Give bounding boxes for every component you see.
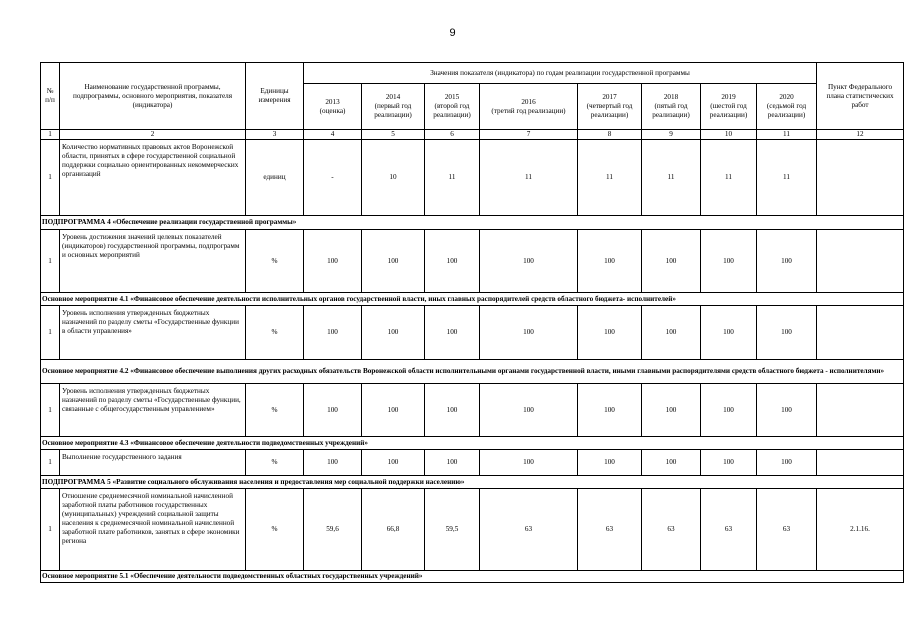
header-year-0 <box>304 84 362 130</box>
indicator-value: 11 <box>701 140 757 216</box>
row-number: 1 <box>41 450 60 476</box>
indicator-value: 100 <box>425 306 480 360</box>
column-number: 5 <box>362 130 425 140</box>
header-year-note: (второй год реализации) <box>433 102 471 119</box>
indicator-value: 100 <box>701 306 757 360</box>
indicator-value: 63 <box>642 489 701 571</box>
indicator-value: 100 <box>701 230 757 293</box>
indicator-value: 63 <box>578 489 642 571</box>
header-year-label: 2014 <box>385 93 401 101</box>
header-year-label: 2016 <box>521 97 536 106</box>
indicator-value: 100 <box>642 230 701 293</box>
section-title: ПОДПРОГРАММА 5 «Развитие социального обслуживания населения и предоставления мер социальной поддержки населению» <box>41 476 904 489</box>
indicator-value: 11 <box>480 140 578 216</box>
indicator-name: Уровень достижения значений целевых показателей (индикаторов) государственной программы, подпрограмм и основных мероприятий <box>60 230 246 293</box>
indicator-value: 100 <box>304 384 362 437</box>
header-year-5 <box>642 84 701 130</box>
section-title: Основное мероприятие 5.1 «Обеспечение деятельности подведомственных областных государственных учреждений» <box>41 571 904 583</box>
indicator-value: 100 <box>642 450 701 476</box>
section-title: Основное мероприятие 4.3 «Финансовое обеспечение деятельности подведомственных учреждений» <box>41 437 904 450</box>
indicator-value: 100 <box>480 306 578 360</box>
header-year-label: 2020 <box>779 93 794 101</box>
indicator-name: Количество нормативных правовых актов Воронежской области, принятых в сфере государственной социальной поддержки социально ориентированных некоммерческих организаций <box>60 140 246 216</box>
column-number: 1 <box>41 130 60 140</box>
row-number: 1 <box>41 489 60 571</box>
indicator-unit: % <box>246 230 304 293</box>
indicator-value: 100 <box>425 230 480 293</box>
header-year-note: (первый год реализации) <box>374 102 412 119</box>
indicator-value: 100 <box>304 306 362 360</box>
indicator-value: 11 <box>642 140 701 216</box>
header-year-note: (оценка) <box>319 106 346 115</box>
indicator-name: Уровень исполнения утвержденных бюджетных назначений по разделу сметы «Государственные функции в области управления» <box>60 306 246 360</box>
indicator-value: 100 <box>362 384 425 437</box>
column-number: 7 <box>480 130 578 140</box>
header-year-4 <box>578 84 642 130</box>
indicator-value: 100 <box>480 384 578 437</box>
indicator-value: 100 <box>362 306 425 360</box>
section-title: Основное мероприятие 4.2 «Финансовое обеспечение выполнения других расходных обязательств Воронежской области исполнительными органами государственной власти, иными главными распорядителями средств областного бюджета - исполнителями» <box>41 360 904 384</box>
indicator-value: 100 <box>701 384 757 437</box>
indicator-value: 100 <box>578 230 642 293</box>
header-year-label: 2013 <box>325 97 340 106</box>
indicator-value: 100 <box>362 450 425 476</box>
indicator-value: 59,6 <box>304 489 362 571</box>
header-year-note: (четвертый год реализации) <box>586 102 633 119</box>
indicator-clause <box>817 306 904 360</box>
column-number: 11 <box>757 130 817 140</box>
column-number: 8 <box>578 130 642 140</box>
indicator-clause <box>817 230 904 293</box>
indicator-value: 10 <box>362 140 425 216</box>
header-year-label: 2017 <box>602 93 617 101</box>
indicator-value: 100 <box>642 306 701 360</box>
indicator-row <box>41 306 904 360</box>
row-number: 1 <box>41 230 60 293</box>
section-row <box>41 216 904 230</box>
indicator-row <box>41 140 904 216</box>
header-year-note: (седьмой год реализации) <box>766 102 807 119</box>
column-number: 6 <box>425 130 480 140</box>
indicator-unit: % <box>246 306 304 360</box>
indicator-value: 63 <box>701 489 757 571</box>
indicator-name: Выполнение государственного задания <box>60 450 246 476</box>
header-num: № п/п <box>41 63 60 130</box>
indicator-value: 66,8 <box>362 489 425 571</box>
header-year-7 <box>757 84 817 130</box>
indicator-row <box>41 489 904 571</box>
row-number: 1 <box>41 306 60 360</box>
column-number: 12 <box>817 130 904 140</box>
indicator-unit: единиц <box>246 140 304 216</box>
column-number: 3 <box>246 130 304 140</box>
indicator-value: 100 <box>578 306 642 360</box>
indicators-table <box>40 62 904 583</box>
indicator-unit: % <box>246 450 304 476</box>
header-name: Наименование государственной программы, подпрограммы, основного мероприятия, показателя (индикатора) <box>60 63 246 130</box>
column-number: 9 <box>642 130 701 140</box>
header-year-label: 2015 <box>444 93 460 101</box>
indicator-value: 100 <box>642 384 701 437</box>
header-year-3 <box>480 84 578 130</box>
section-row <box>41 360 904 384</box>
indicator-value: 100 <box>757 384 817 437</box>
column-number: 4 <box>304 130 362 140</box>
header-year-note: (пятый год реализации) <box>652 102 690 119</box>
section-row <box>41 293 904 306</box>
page-number: 9 <box>449 27 456 39</box>
indicator-clause <box>817 140 904 216</box>
column-number: 2 <box>60 130 246 140</box>
column-number: 10 <box>701 130 757 140</box>
indicator-value: 100 <box>757 450 817 476</box>
indicator-row <box>41 384 904 437</box>
section-title: Основное мероприятие 4.1 «Финансовое обеспечение деятельности исполнительных органов государственной власти, иных главных распорядителей средств областного бюджета- исполнителей» <box>41 293 904 306</box>
indicator-value: - <box>304 140 362 216</box>
header-year-label: 2018 <box>663 93 679 101</box>
indicator-value: 100 <box>757 230 817 293</box>
indicator-value: 100 <box>304 450 362 476</box>
indicator-row <box>41 230 904 293</box>
indicator-value: 100 <box>362 230 425 293</box>
indicator-unit: % <box>246 384 304 437</box>
indicator-clause: 2.1.16. <box>817 489 904 571</box>
indicator-value: 63 <box>757 489 817 571</box>
section-row <box>41 571 904 583</box>
indicator-row <box>41 450 904 476</box>
header-year-note: (третий год реализации) <box>491 106 566 115</box>
indicator-value: 100 <box>480 450 578 476</box>
indicator-value: 100 <box>757 306 817 360</box>
indicator-unit: % <box>246 489 304 571</box>
indicator-value: 11 <box>425 140 480 216</box>
header-year-2 <box>425 84 480 130</box>
indicator-value: 59,5 <box>425 489 480 571</box>
row-number: 1 <box>41 140 60 216</box>
indicator-value: 11 <box>757 140 817 216</box>
section-row <box>41 437 904 450</box>
indicator-clause <box>817 450 904 476</box>
section-title: ПОДПРОГРАММА 4 «Обеспечение реализации государственной программы» <box>41 216 904 230</box>
indicator-value: 100 <box>480 230 578 293</box>
indicator-value: 100 <box>425 450 480 476</box>
section-row <box>41 476 904 489</box>
header-year-1 <box>362 84 425 130</box>
indicator-value: 100 <box>304 230 362 293</box>
indicator-name: Уровень исполнения утвержденных бюджетных назначений по разделу сметы «Государственные функции, связанные с общегосударственным управлением» <box>60 384 246 437</box>
indicator-value: 100 <box>578 384 642 437</box>
indicator-name: Отношение среднемесячной номинальной начисленной заработной платы работников государственных (муниципальных) учреждений социальной защиты населения к среднемесячной номинальной начисленной заработной плате работников, занятых в сфере экономики региона <box>60 489 246 571</box>
header-values-title: Значения показателя (индикатора) по годам реализации государственной программы <box>304 63 817 84</box>
indicator-value: 100 <box>578 450 642 476</box>
indicator-value: 63 <box>480 489 578 571</box>
header-clause: Пункт Федерального плана статистических работ <box>817 63 904 130</box>
row-number: 1 <box>41 384 60 437</box>
header-unit: Единицы измерения <box>246 63 304 130</box>
header-year-note: (шестой год реализации) <box>709 102 748 119</box>
header-year-6 <box>701 84 757 130</box>
indicator-value: 100 <box>425 384 480 437</box>
indicator-clause <box>817 384 904 437</box>
header-year-label: 2019 <box>721 93 736 101</box>
indicator-value: 11 <box>578 140 642 216</box>
indicator-value: 100 <box>701 450 757 476</box>
